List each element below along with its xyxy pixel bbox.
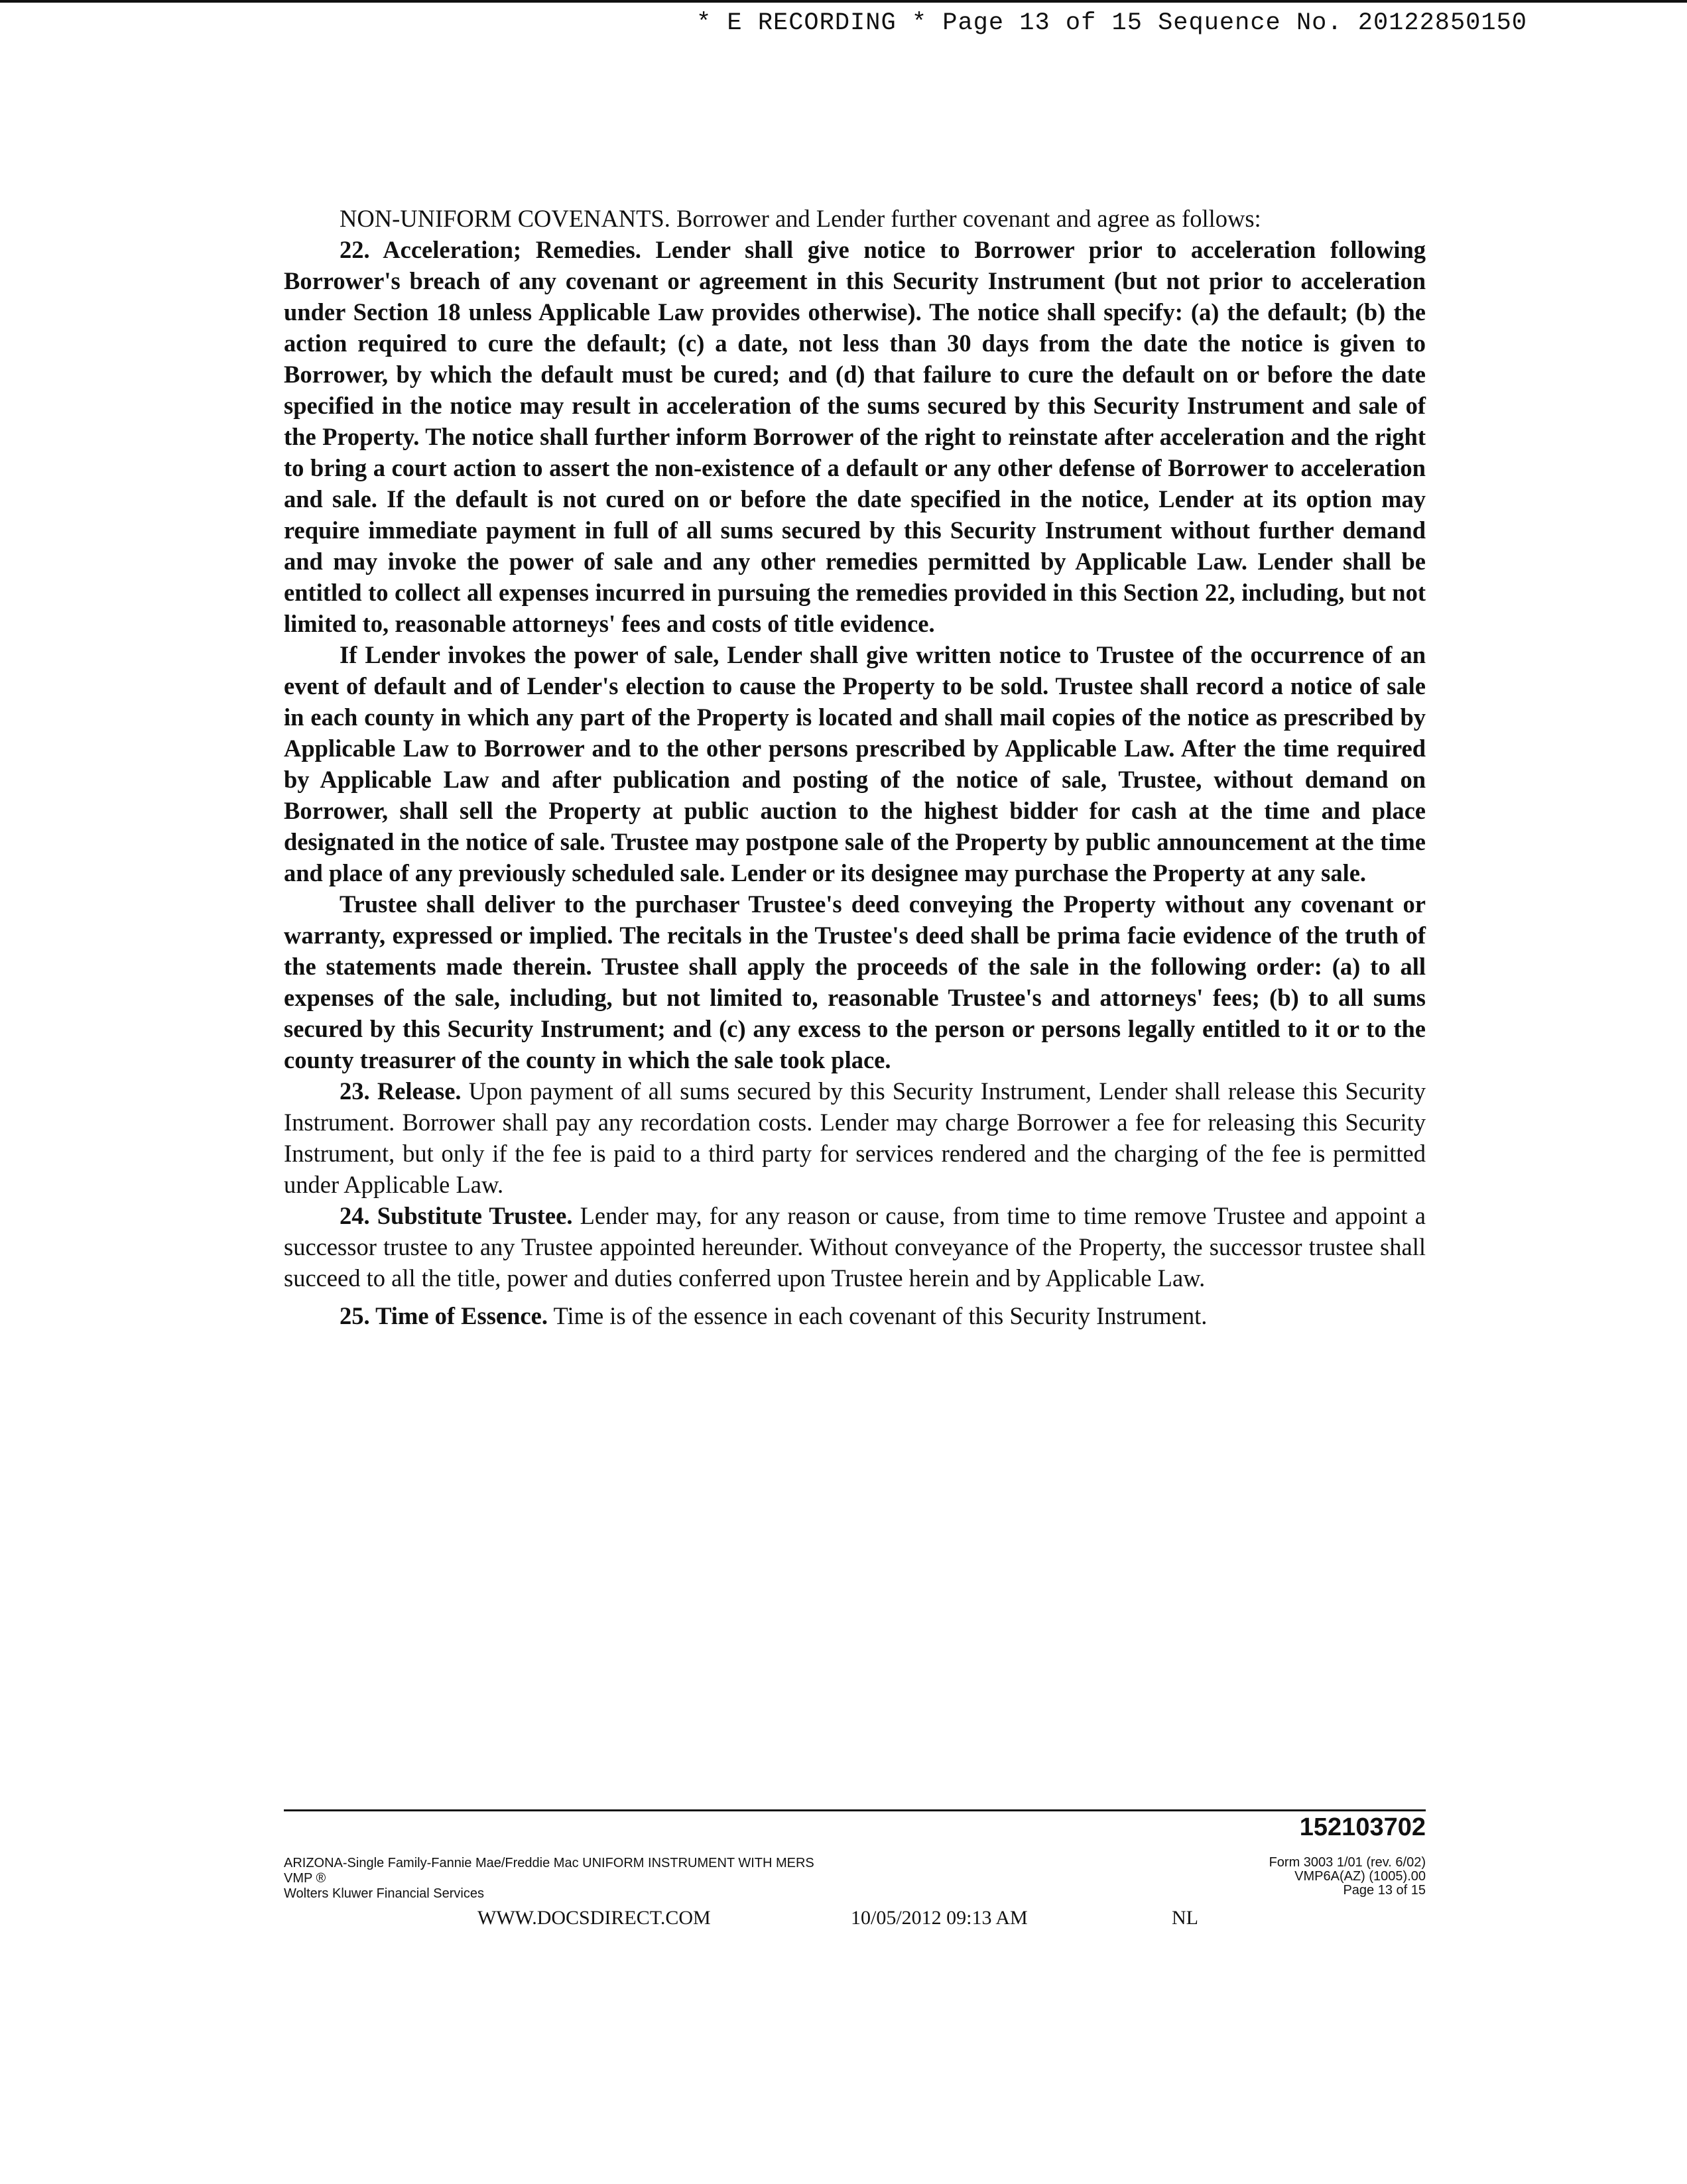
section-23-heading: 23. Release. (340, 1077, 462, 1105)
print-datetime: 10/05/2012 09:13 AM (851, 1907, 1028, 1929)
loan-number: 152103702 (1299, 1813, 1426, 1841)
section-23-text: Upon payment of all sums secured by this Security Instrument, Lender shall release this Security Instrument. Borrower shall pay any recordation costs. Lender may charge Borrower a fee for releasing this Security Instrument, but only if the fee is paid to a third party for services rendered and the charging of the fee is permitted under Applicable Law. (284, 1077, 1426, 1198)
print-website: WWW.DOCSDIRECT.COM (477, 1907, 711, 1929)
section-24-heading: 24. Substitute Trustee. (340, 1202, 573, 1229)
borrower-initials: NL (1172, 1907, 1198, 1929)
footer-rule (284, 1809, 1426, 1811)
section-25-paragraph (284, 1300, 1426, 1331)
section-25-heading: 25. Time of Essence. (340, 1302, 548, 1329)
section-22-paragraph (284, 234, 1426, 639)
form-number: Form 3003 1/01 (rev. 6/02) (1269, 1855, 1426, 1870)
section-22-heading: 22. Acceleration; Remedies. (340, 236, 641, 263)
publisher-name: Wolters Kluwer Financial Services (284, 1886, 484, 1901)
trustee-deed-paragraph: Trustee shall deliver to the purchaser Trustee's deed conveying the Property without any covenant or warranty, expressed or implied. The recitals in the Trustee's deed shall be prima facie evidence of the truth of the statements made therein. Trustee shall apply the proceeds of the sale in the following order: (a) to all expenses of the sale, including, but not limited to, reasonable Trustee's and attorneys' fees; (b) to all sums secured by this Security Instrument; and (c) any excess to the person or persons legally entitled to it or to the county treasurer of the county in which the sale took place. (284, 890, 1426, 1073)
section-23-paragraph (284, 1075, 1426, 1200)
section-22-text: Lender shall give notice to Borrower prior to acceleration following Borrower's breach of any covenant or agreement in this Security Instrument (but not prior to acceleration under Section 18 unless Applicable Law provides otherwise). The notice shall specify: (a) the default; (b) the action required to cure the default; (c) a date, not less than 30 days from the date the notice is given to Borrower, by which the default must be cured; and (d) that failure to cure the default on or before the date specified in the notice may result in acceleration of the sums secured by this Security Instrument and sale of the Property. The notice shall further inform Borrower of the right to reinstate after acceleration and the right to bring a court action to assert the non-existence of a default or any other defense of Borrower to acceleration and sale. If the default is not cured on or before the date specified in the notice, Lender at its option may require immediate payment in full of all sums secured by this Security Instrument without further demand and may invoke the power of sale and any other remedies permitted by Applicable Law. Lender shall be entitled to collect all expenses incurred in pursuing the remedies provided in this Section 22, including, but not limited to, reasonable attorneys' fees and costs of title evidence. (284, 236, 1426, 637)
section-24-text: Lender may, for any reason or cause, from time to time remove Trustee and appoint a successor trustee to any Trustee appointed hereunder. Without conveyance of the Property, the successor trustee shall succeed to all the title, power and duties conferred upon Trustee herein and by Applicable Law. (284, 1202, 1426, 1292)
section-24-paragraph (284, 1200, 1426, 1294)
instrument-title: ARIZONA-Single Family-Fannie Mae/Freddie Mac UNIFORM INSTRUMENT WITH MERS (284, 1856, 814, 1870)
section-25-text: Time is of the essence in each covenant of this Security Instrument. (553, 1302, 1208, 1329)
document-body (284, 203, 1426, 1331)
power-of-sale-paragraph: If Lender invokes the power of sale, Lender shall give written notice to Trustee of the occurrence of an event of default and of Lender's election to cause the Property to be sold. Trustee shall record a notice of sale in each county in which any part of the Property is located and shall mail copies of the notice as prescribed by Applicable Law to Borrower and to the other persons prescribed by Applicable Law. After the time required by Applicable Law and after publication and posting of the notice of sale, Trustee, without demand on Borrower, shall sell the Property at public auction to the highest bidder for cash at the time and place designated in the notice of sale. Trustee may postpone sale of the Property by public announcement at the time and place of any previously scheduled sale. Lender or its designee may purchase the Property at any sale. (284, 641, 1426, 886)
non-uniform-covenants-intro: NON-UNIFORM COVENANTS. Borrower and Lender further covenant and agree as follows: (340, 205, 1261, 232)
footer-left-block (284, 1856, 814, 1902)
form-code: VMP6A(AZ) (1005).00 (1294, 1869, 1426, 1884)
vmp-mark: VMP ® (284, 1871, 326, 1886)
footer-right-block (1061, 1856, 1426, 1898)
page-label: Page 13 of 15 (1343, 1883, 1426, 1898)
top-border-rule (0, 0, 1687, 3)
recording-header: * E RECORDING * Page 13 of 15 Sequence No. 20122850150 (696, 9, 1527, 37)
